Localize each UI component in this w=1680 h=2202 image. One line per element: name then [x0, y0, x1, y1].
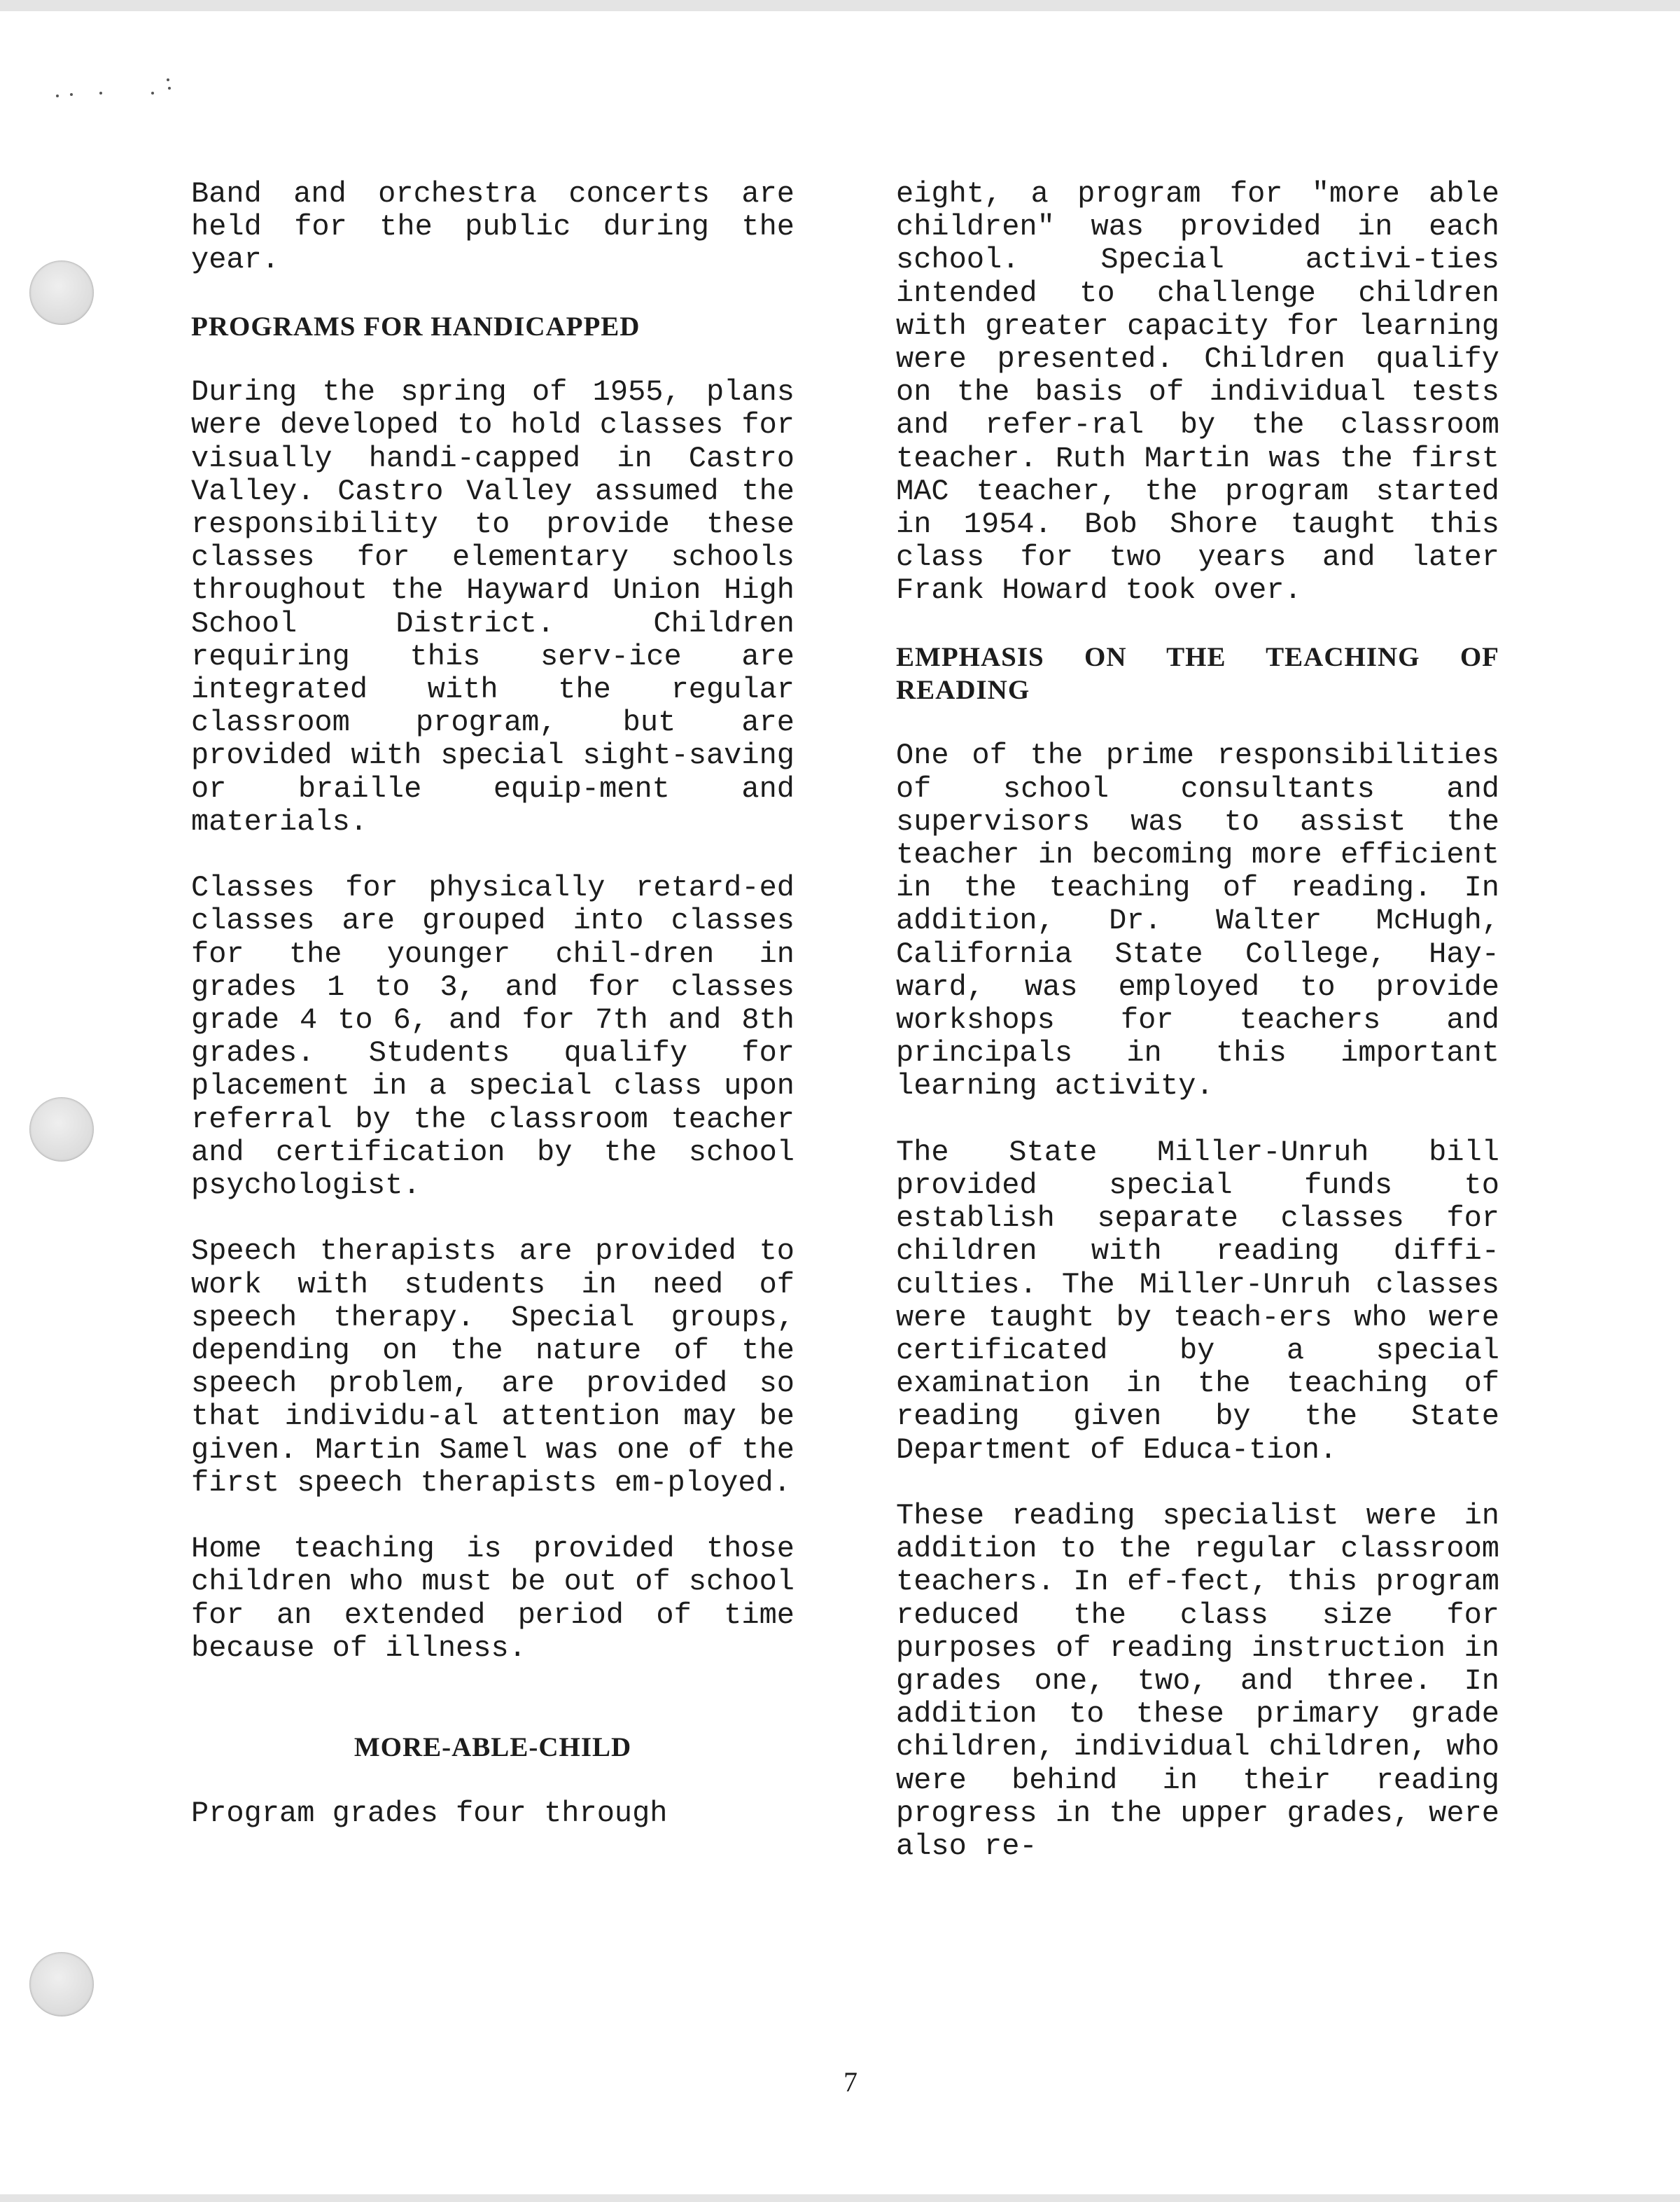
- scan-speck: [70, 93, 73, 96]
- heading-emphasis-on-reading: EMPHASIS ON THE TEACHING OF READING: [896, 641, 1499, 706]
- scan-speck: [168, 87, 171, 90]
- paragraph-reading-specialists: These reading specialist were in addition to the regular classroom teachers. In ef-fect, this program reduced the class size for purposes of reading instruction in grades one, two, and three. In addition to these primary grade children, individual children, who were behind in their reading progress in the upper grades, were also re-: [896, 1499, 1499, 1864]
- paragraph-speech-therapists: Speech therapists are provided to work with students in need of speech therapy. Special groups, depending on the nature of the speech problem, are provided so that individu-al attention may be given. Martin Samel was one of the first speech therapists em-ployed.: [191, 1234, 794, 1500]
- paragraph-miller-unruh: The State Miller-Unruh bill provided special funds to establish separate classes for children with reading diffi-culties. The Miller-Unruh classes were taught by teach-ers who were certificated by a special examination in the teaching of reading given by the State Department of Educa-tion.: [896, 1135, 1499, 1467]
- paragraph-more-able-children: eight, a program for "more able children" was provided in each school. Special activi-ties intended to challenge children with greater capacity for learning were presented. Children qualify on the basis of individual tests and refer-ral by the classroom teacher. Ruth Martin was the first MAC teacher, the program started in 1954. Bob Shore taught this class for two years and later Frank Howard took over.: [896, 177, 1499, 608]
- page-number: 7: [844, 2066, 858, 2098]
- heading-more-able-child: MORE-ABLE-CHILD: [354, 1732, 632, 1763]
- scan-bottom-edge: [0, 2194, 1680, 2202]
- paragraph-physically-retarded: Classes for physically retard-ed classes are grouped into classes for the younger chil-dren in grades 1 to 3, and for classes grade 4 to 6, and for 7th and 8th grades. Students qualify for placement in a special class upon referral by the classroom teacher and certification by the school psychologist.: [191, 871, 794, 1203]
- paragraph-consultants: One of the prime responsibilities of school consultants and supervisors was to assist the teacher in becoming more efficient in the teaching of reading. In addition, Dr. Walter McHugh, California State College, Hay-ward, was employed to provide workshops for teachers and principals in this important learning activity.: [896, 739, 1499, 1103]
- intro-paragraph: Band and orchestra concerts are held for the public during the year.: [191, 177, 794, 277]
- scan-speck: [151, 92, 154, 95]
- binder-hole-top: [29, 260, 94, 325]
- scan-speck: [56, 95, 59, 97]
- scan-speck: [167, 78, 169, 81]
- right-column: [896, 178, 1499, 1863]
- paragraph-home-teaching: Home teaching is provided those children who must be out of school for an extended period of time because of illness.: [191, 1532, 794, 1665]
- paragraph-visually-handicapped: During the spring of 1955, plans were developed to hold classes for visually handi-capped in Castro Valley. Castro Valley assumed the responsibility to provide these classes for elementary schools throughout the Hayward Union High School District. Children requiring this serv-ice are integrated with the regular classroom program, but are provided with special sight-saving or braille equip-ment and materials.: [191, 375, 794, 839]
- binder-hole-bottom: [29, 1952, 94, 2016]
- scan-top-edge: [0, 0, 1680, 11]
- paragraph-program-grades: Program grades four through: [191, 1796, 668, 1830]
- heading-programs-for-handicapped: PROGRAMS FOR HANDICAPPED: [191, 311, 640, 342]
- left-column: [191, 178, 794, 1830]
- scan-speck: [99, 92, 102, 95]
- binder-hole-middle: [29, 1097, 94, 1162]
